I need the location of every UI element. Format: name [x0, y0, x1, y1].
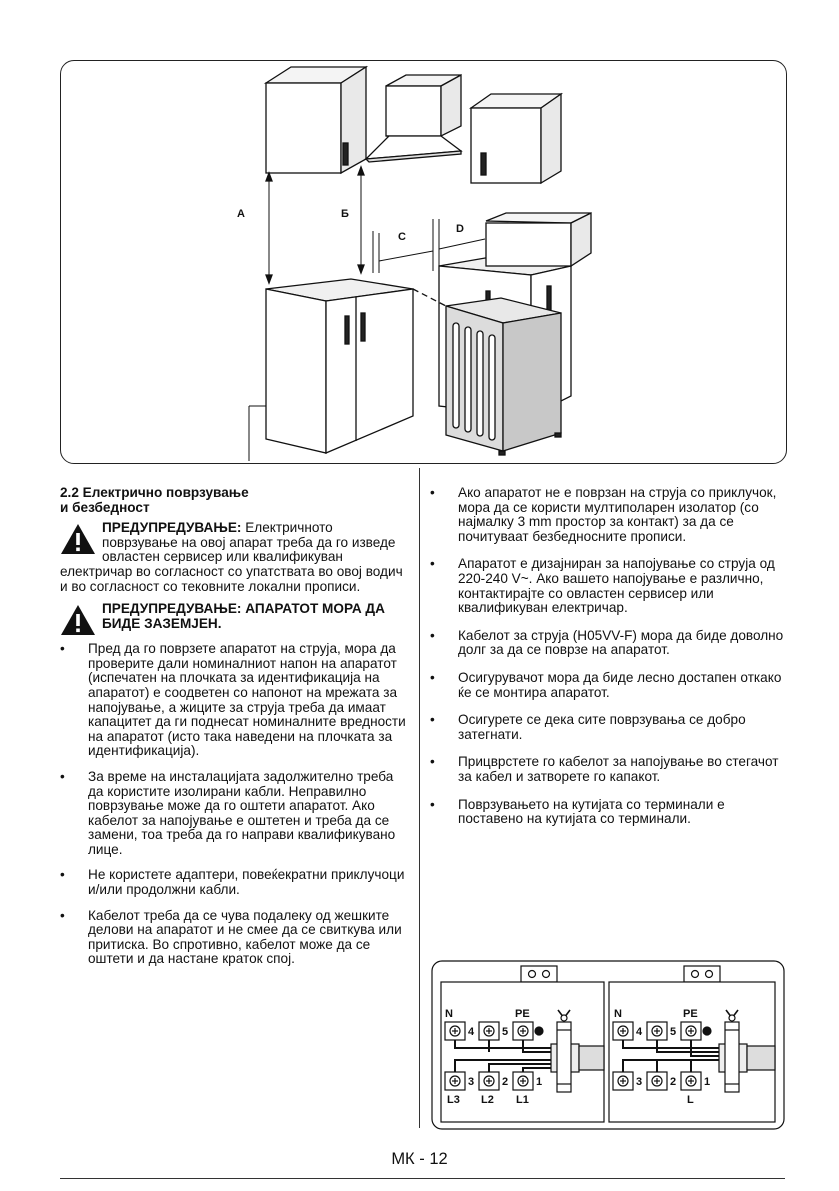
left-column — [60, 486, 410, 978]
list-item: • Поврзувањето на кутијата со терминали е поставено на кутијата со терминали. — [430, 798, 785, 827]
section-title: 2.2 Електрично поврзување и безбедност — [60, 485, 249, 515]
list-item: • Апаратот е дизајниран за напојување со струја од 220-240 V~. Ако вашето напојување е различно, контактирајте со овластен сервисер или квалификуван електричар. — [430, 557, 785, 615]
terminal-number: 5 — [502, 1026, 509, 1038]
terminal-number: 4 — [636, 1026, 643, 1038]
dimension-label-a: A — [237, 208, 245, 220]
list-item: • Ако апаратот не е поврзан на струја со приклучок, мора да се користи мултиполарен изолатор (со најмалку 3 mm простор за контакт) за да се почитуваат безбедносните прописи. — [430, 486, 785, 544]
label-n: N — [445, 1008, 453, 1020]
terminal-number: 3 — [636, 1076, 643, 1088]
left-bullet-list — [60, 642, 410, 967]
warning-electrical — [60, 521, 410, 594]
terminal-number: 3 — [468, 1076, 475, 1088]
label-pe: PE — [683, 1008, 698, 1020]
list-item: • Осигурете се дека сите поврзувања се добро затегнати. — [430, 713, 785, 742]
terminal-number: 4 — [468, 1026, 475, 1038]
terminal-number: 1 — [704, 1076, 711, 1088]
warning-grounding-text: ПРЕДУПРЕДУВАЊЕ: АПАРАТОТ МОРА ДА БИДЕ ЗАЗЕМЈЕН. — [102, 601, 385, 631]
dimension-label-c: C — [398, 231, 406, 243]
lower-cabinet-left — [266, 279, 413, 453]
list-item: • За време на инсталацијата задолжително треба да користите изолирани кабли. Неправилно поврзување може да го оштети апаратот. Ако кабелот за напојување е оштетен и треба да се замени, тоа треба да го направи квалификувано лице. — [60, 770, 410, 858]
label-l2: L2 — [481, 1094, 494, 1106]
terminal-number: 5 — [670, 1026, 677, 1038]
cooker-hood — [366, 75, 461, 162]
dimension-label-b: Б — [341, 208, 349, 220]
label-l3: L3 — [447, 1094, 460, 1106]
terminal-number: 2 — [502, 1076, 509, 1088]
terminal-number: 1 — [536, 1076, 543, 1088]
warning-icon — [60, 523, 96, 555]
warning-label: ПРЕДУПРЕДУВАЊЕ: — [102, 520, 242, 536]
column-divider — [419, 468, 420, 1128]
right-column — [430, 486, 785, 840]
warning-grounding — [60, 602, 410, 636]
list-item: • Осигурувачот мора да биде лесно достапен откако ќе се монтира апаратот. — [430, 671, 785, 700]
right-bullet-list — [430, 486, 785, 827]
page-number: МК - 12 — [391, 1150, 448, 1168]
dimension-label-d: D — [456, 223, 464, 235]
list-item: • Не користете адаптери, повеќекратни приклучоци и/или продолжни кабли. — [60, 868, 410, 897]
label-n: N — [614, 1008, 622, 1020]
upper-cabinet-left — [266, 67, 366, 173]
label-pe: PE — [515, 1008, 530, 1020]
list-item: • Пред да го поврзете апаратот на струја, мора да проверите дали номиналниот напон на апаратот (испечатен на плочката за идентификација на апаратот) е соодветен со напонот на мрежата за напојување, а жиците за струја треба да имаат капацитет да ги поднесат номиналните вредности на апаратот (исто така наведени на плочката за идентификација). — [60, 642, 410, 759]
upper-cabinet-right — [471, 94, 561, 183]
warning-icon — [60, 604, 96, 636]
label-l1: L1 — [516, 1094, 529, 1106]
list-item: • Кабелот треба да се чува подалеку од жешките делови на апаратот и не смее да се свиткува или притиска. Во спротивно, кабелот може да се оштети и да настане краток спој. — [60, 909, 410, 967]
list-item: • Прицврстете го кабелот за напојување во стегачот за кабел и затворете го капакот. — [430, 755, 785, 784]
installation-figure — [60, 60, 787, 464]
kitchen-installation-drawing — [61, 61, 786, 463]
label-l: L — [687, 1094, 694, 1106]
terminal-wiring-diagram — [431, 960, 785, 1130]
list-item: • Кабелот за струја (H05VV-F) мора да биде доволно долг за да се поврзе на апаратот. — [430, 629, 785, 658]
warning-text: Електричното поврзување на овој апарат треба да го изведе овластен сервисер или квалификуван електричар во согласност со упатствата во овој водич и во согласност со тековните локални прописи. — [60, 520, 403, 594]
footer-rule — [60, 1178, 785, 1179]
terminal-number: 2 — [670, 1076, 677, 1088]
built-in-appliance — [413, 289, 561, 455]
